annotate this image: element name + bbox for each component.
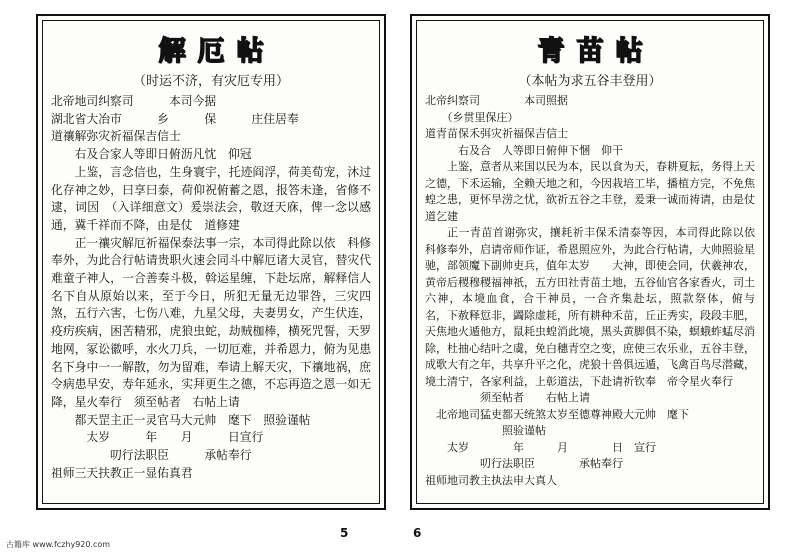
right-body-paragraph-1: 上鉴，意者从来国以民为本，民以食为天，春耕夏耘，务得上天之德，下禾运输，全赖天地之和，今因栽培工毕，播植方完，不免焦蝗之患，更怀旱涝之忧，欲祈五谷之丰登，爰秉一诚而祷请，由是仗道乞建 — [425, 160, 755, 223]
left-page-number: 5 — [340, 526, 349, 540]
right-line: （乡贯里保庄） — [425, 110, 519, 124]
left-title-text: 解厄帖 — [158, 36, 276, 67]
right-closing-line: 祖师地司教主执法申大真人 — [425, 473, 557, 487]
right-page-panel — [410, 14, 777, 510]
right-line: 北帝纠察司 本司照据 — [425, 94, 568, 107]
right-page-inner-border — [416, 20, 777, 504]
footer-watermark: 古籍库 www.fczhy920.com — [6, 540, 111, 549]
left-closing-line: 祖师三天扶教正一显佑真君 — [51, 465, 193, 480]
left-body-paragraph-1: 上鉴，言念信也，生身寰宇，托迹阎浮，荷美荀宠，沐过化存神之妙，曰享曰泰，荷仰祝俯蓄之恩，报答未逢，省修不逮，词因 （入详细意文）爰崇法会，敬迓天庥，俾一念以感通，冀千祥而不降，由是仗 道修建 — [51, 164, 371, 232]
left-line: 道禳解弥灾祈福保吉信士 — [51, 129, 181, 144]
left-closing-line: 太岁 年 月 日宣行 — [51, 430, 264, 445]
right-title-text: 青苗帖 — [537, 36, 655, 67]
left-page-inner-border — [42, 20, 395, 504]
left-title — [51, 29, 371, 68]
left-closing-line: 叨行法职臣 承帖奉行 — [51, 448, 252, 463]
right-line: 道青苗保禾弭灾祈福保吉信士 — [425, 127, 568, 140]
left-line: 右及合家人等即日俯沥凡忱 仰冠 — [51, 147, 252, 162]
right-closing-line: 北帝地司猛吏都天统煞太岁至德尊神殿大元帅 麾下 — [425, 407, 689, 421]
left-closing-line: 都天罡主正一灵官马大元帅 麾下 照验谨帖 — [51, 412, 311, 427]
left-subtitle: （时运不济，有灾厄专用） — [132, 74, 289, 89]
right-title — [425, 29, 755, 68]
right-body-paragraph-2: 正一青苗首谢弥灾，攘耗祈丰保禾清泰等因，本司得此除以依 科修奉外，启请帝师作证，希恩照应外，为此合行帖请，大帅照验星驰，部领魔下副帅吏兵，值年太岁 大神，即使会同，伏羲神农，黄帝后稷穆稷福神祇，五方田社青苗土地，五谷仙官各家香火，司土六神，本境血食，合干神员，一合齐集赴坛，照款祭体，俯与 名，下赦释愆非，蠲除虚耗，所有耕种禾苗，丘正秀实，段段丰肥，天焦地火遁他方，鼠耗虫蝗消此境，黑头黄脚俱不染，螟蛾蚱蜢尽消除，杜抽心结叶之虞，免白穗青空之变，庶使三农乐业，五谷丰登，成歌大有之年，共享升平之化，虎狼十兽俱远遁，飞禽百鸟尽潜藏，境土清宁，各家利益，上彰道法，下赴请祈钦奉 帝令星火奉行 — [425, 226, 777, 388]
left-line: 湖北省大冶市 乡 保 庄住居奉 — [51, 111, 299, 126]
right-subtitle: （本帖为求五谷丰登用） — [518, 74, 662, 89]
right-closing-line: 太岁 年 月 日 宣行 — [425, 440, 656, 454]
left-page-panel — [36, 14, 395, 510]
right-page-number: 6 — [413, 526, 422, 540]
right-line: 右及合 人等即日俯伸下悃 仰干 — [425, 143, 623, 157]
left-body-paragraph-2: 正一禳灾解厄祈福保泰法事一宗，本司得此除以依 科修奉外，为此合行帖请贵职火速会同斗中解厄诸大灵官，替灾代难童子神人，一合善奏斗极，斡运星缠，下赴坛席，解释信人 名下自从原始以来，至于今日，所犯无量无边罪咎，三灾四煞，五行六害，七伤八难，九星父母，夫妻男女，产生伏连，疫疠疾病，困苦精邪，虎狼虫蛇，劫贼枷棒，横死咒誓，天罗地网，冢讼徽呼，水火刀兵，一切厄难，并希恩力，俯为见患 名下身中一一解散，勿为留难，奉请上解天灾，下禳地祸，庶令病患早安，寿年延永，实拜更生之德，不忘再造之恩一如无降，星火奉行 须至帖者 右帖上请 — [51, 235, 395, 409]
right-closing-line: 照验谨帖 — [425, 424, 546, 437]
right-closing-line: 叨行法职臣 承帖奉行 — [425, 457, 623, 470]
left-line: 北帝地司纠察司 本司今据 — [51, 94, 217, 108]
right-closing-line: 须至帖者 右帖上请 — [425, 391, 590, 404]
